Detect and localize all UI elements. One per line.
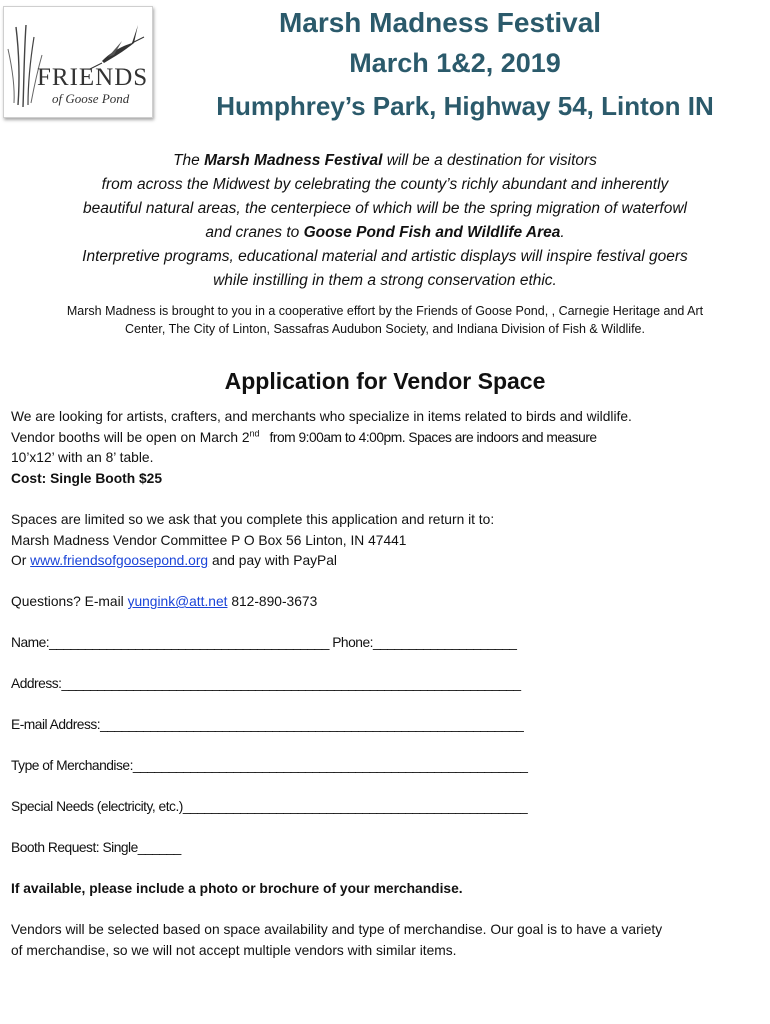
title-festival-name: Marsh Madness Festival (278, 7, 602, 38)
cooperative-effort-text: Marsh Madness is brought to you in a cooperative effort by the Friends of Goose Pond, , Carnegie Heritage and Art Center, The City of Linton, Sassafras Audubon Society, and Indiana Division of Fish & Wildlife. (66, 304, 704, 336)
intro-line-4: and cranes to Goose Pond Fish and Wildlife Area. (205, 224, 565, 241)
intro-line-5: Interpretive programs, educational material and artistic displays will inspire festival goers (82, 248, 688, 265)
application-heading: Application for Vendor Space (224, 368, 546, 394)
svg-text:of Goose Pond: of Goose Pond (52, 91, 130, 106)
title-location: Humphrey’s Park, Highway 54, Linton IN (216, 91, 714, 121)
intro-goose-pond-bold: Goose Pond Fish and Wildlife Area (303, 224, 561, 241)
name-phone-field[interactable] (11, 633, 516, 654)
svg-text:FRIENDS: FRIENDS (37, 64, 149, 91)
intro-paragraph (10, 149, 760, 293)
intro-festival-bold: Marsh Madness Festival (204, 152, 383, 169)
vendor-description: We are looking for artists, crafters, and merchants who specialize in items related to birds and wildlife. Vendor booths will be open on March 2nd from 9:00am to 4:00pm. Spaces are indoors and measure 10’x12’ with an 8’ table. Cost: Single Booth $25 (11, 407, 632, 489)
booth-request-field[interactable]: Booth Request: Single______ (11, 840, 181, 855)
intro-line-1: The Marsh Madness Festival will be a destination for visitors (173, 152, 597, 169)
intro-line-6: while instilling in them a strong conservation ethic. (213, 272, 557, 289)
email-link[interactable]: yungink@att.net (127, 594, 228, 609)
email-address-field[interactable]: E-mail Address:___________________________________________________________ (11, 717, 524, 732)
intro-line-2: from across the Midwest by celebrating the county’s richly abundant and inherently (101, 176, 669, 193)
address-field[interactable]: Address:________________________________________________________________ (11, 676, 521, 691)
name-field[interactable]: Name:_______________________________________ (11, 635, 329, 650)
questions-line: Questions? E-mail yungink@att.net 812-890-3673 (11, 594, 318, 609)
title-dates: March 1&2, 2019 (349, 48, 561, 78)
merchandise-type-field[interactable]: Type of Merchandise:_______________________________________________________ (11, 758, 528, 773)
page-title (160, 4, 770, 128)
return-instructions: Spaces are limited so we ask that you complete this application and return it to: Marsh Madness Vendor Committee P O Box 56 Linton, IN 47441 Or www.friendsofgoosepond.org and pay with PayPal (11, 512, 495, 568)
intro-line-3: beautiful natural areas, the centerpiece of which will be the spring migration of waterfowl (83, 200, 687, 217)
cost-line: Cost: Single Booth $25 (11, 470, 163, 486)
phone-field[interactable]: Phone:____________________ (328, 635, 517, 650)
website-link[interactable]: www.friendsofgoosepond.org (30, 553, 209, 568)
special-needs-field[interactable]: Special Needs (electricity, etc.)________________________________________________ (11, 799, 528, 814)
photo-note: If available, please include a photo or brochure of your merchandise. (11, 881, 463, 896)
vendor-selection-note: Vendors will be selected based on space availability and type of merchandise. Our goal is to have a variety of merchandise, so we will not accept multiple vendors with similar items. (11, 922, 663, 958)
